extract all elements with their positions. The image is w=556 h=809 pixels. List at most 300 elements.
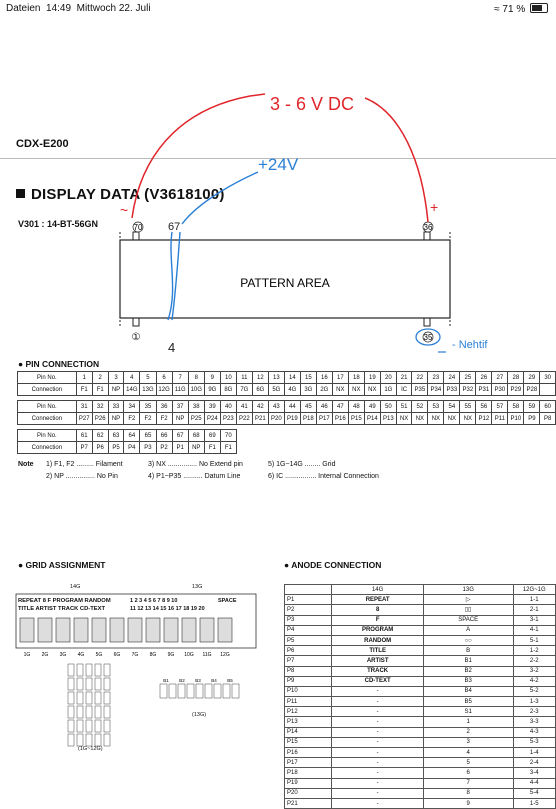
table-cell: P32 [460, 384, 476, 396]
table-cell: 62 [92, 430, 108, 442]
table-cell: P8 [540, 413, 556, 425]
table-row [285, 666, 556, 676]
table-cell: 55 [460, 401, 476, 413]
table-cell: 59 [524, 401, 540, 413]
13g-digit-cell [178, 684, 185, 698]
table-cell: NX [460, 413, 476, 425]
table-cell: 7 [172, 372, 188, 384]
table-cell: 36 [156, 401, 172, 413]
table-cell: 7G [236, 384, 252, 396]
table-cell: 7 [423, 778, 513, 788]
digit-cell [110, 618, 124, 642]
segment-column-cell [77, 664, 83, 676]
segment-column-cell [86, 678, 92, 690]
table-cell: NP [172, 413, 188, 425]
table-cell: 63 [108, 430, 124, 442]
back-app-label[interactable]: Dateien [6, 3, 41, 14]
table-cell: 4-3 [513, 727, 555, 737]
blue-24v-label: +24V [258, 155, 299, 174]
table-cell: A [423, 625, 513, 635]
anode-connection-table [284, 584, 556, 809]
table-row [285, 717, 556, 727]
column-header: 12G~1G [513, 585, 555, 595]
grid-label-14g: 14G [70, 584, 81, 590]
table-cell: P18 [300, 413, 316, 425]
grid-index-label: 11G [202, 652, 212, 658]
table-cell: B [423, 646, 513, 656]
red-minus-label: ~ [120, 202, 129, 218]
pattern-area-label: PATTERN AREA [240, 276, 330, 290]
pin-label-70: 70 [133, 223, 143, 232]
13g-digit-cell [205, 684, 212, 698]
table-cell: 5-3 [513, 737, 555, 747]
table-cell: P22 [236, 413, 252, 425]
table-cell: P7 [285, 656, 332, 666]
table-cell: ○○ [423, 635, 513, 645]
table-row [18, 401, 556, 413]
table-cell: P34 [428, 384, 444, 396]
segment-column-cell [68, 706, 74, 718]
digit-cell [20, 618, 34, 642]
table-cell: 42 [252, 401, 268, 413]
segment-column-cell [95, 692, 101, 704]
table-row [18, 430, 556, 442]
pin-label-35: 35 [423, 333, 433, 342]
segment-column-cell [77, 720, 83, 732]
table-cell: 5-4 [513, 788, 555, 798]
table-header-row [285, 585, 556, 595]
pin-tab-35 [424, 318, 430, 326]
grid-assignment-title: GRID ASSIGNMENT [25, 560, 106, 570]
anode-connection-title: ANODE CONNECTION [291, 560, 382, 570]
table-cell: 3-2 [513, 666, 555, 676]
table-cell: 3 [108, 372, 124, 384]
table-cell: P19 [285, 778, 332, 788]
table-cell: 1 [76, 372, 92, 384]
note-6: 6) IC ................ Internal Connection [268, 473, 379, 480]
table-cell: NX [444, 413, 460, 425]
table-cell: 56 [476, 401, 492, 413]
table-cell: TITLE [332, 646, 423, 656]
table-cell: 47 [332, 401, 348, 413]
table-cell: P13 [285, 717, 332, 727]
table-cell: 8 [332, 605, 423, 615]
table-cell: P29 [508, 384, 524, 396]
table-row [285, 768, 556, 778]
table-cell: 38 [188, 401, 204, 413]
table-cell: P6 [285, 646, 332, 656]
segment-column-cell [86, 720, 92, 732]
pin-label-36: 36 [423, 223, 433, 232]
table-cell: 10 [220, 372, 236, 384]
table-cell: F2 [156, 413, 172, 425]
table-cell: P23 [220, 413, 236, 425]
table-cell: - [332, 727, 423, 737]
grid-row1-text: REPEAT 8 F PROGRAM RANDOM [18, 598, 111, 604]
table-row [285, 595, 556, 605]
wifi-icon: ≈ [494, 4, 500, 15]
table-cell: 67 [172, 430, 188, 442]
table-cell: - [332, 758, 423, 768]
table-cell: - [332, 788, 423, 798]
table-cell: P9 [524, 413, 540, 425]
table-cell: REPEAT [332, 595, 423, 605]
table-cell: ARTIST [332, 656, 423, 666]
table-cell: 57 [492, 401, 508, 413]
grid-space-label: SPACE [218, 598, 237, 604]
table-cell: P1 [285, 595, 332, 605]
battery-percent: 71 % [502, 4, 526, 15]
table-cell: 22 [412, 372, 428, 384]
digit-cell [218, 618, 232, 642]
grid-index-label: 2G [41, 652, 49, 658]
table-cell: SPACE [423, 615, 513, 625]
grid-caption-1g-12g: (1G~12G) [78, 746, 103, 752]
table-row [18, 372, 556, 384]
table-cell [540, 384, 556, 396]
table-cell: 9 [423, 798, 513, 808]
table-cell: 2 [92, 372, 108, 384]
table-cell: NX [332, 384, 348, 396]
segment-column-cell [104, 706, 110, 718]
grid-index-label: 5G [95, 652, 103, 658]
row-header: Connection [18, 442, 77, 454]
table-cell: 8 [188, 372, 204, 384]
table-cell: 3G [300, 384, 316, 396]
row-header: Connection [18, 384, 77, 396]
segment-column-cell [68, 678, 74, 690]
table-cell: - [332, 737, 423, 747]
table-cell: P27 [76, 413, 92, 425]
table-cell: P4 [124, 442, 140, 454]
segment-column-cell [95, 678, 101, 690]
digit-cell [92, 618, 106, 642]
table-cell: 1 [423, 717, 513, 727]
grid-index-label: 4G [77, 652, 85, 658]
note-1: 1) F1, F2 ......... Filament [46, 461, 123, 468]
13g-digit-cell [196, 684, 203, 698]
table-cell: 1G [380, 384, 396, 396]
grid-index-label: 10G [184, 652, 194, 658]
table-cell: 6G [252, 384, 268, 396]
annotation-4-label: 4 [168, 340, 176, 355]
table-cell: P2 [285, 605, 332, 615]
table-cell: 3-3 [513, 717, 555, 727]
digit-cell [38, 618, 52, 642]
table-cell: TRACK [332, 666, 423, 676]
row-header: Pin No. [18, 430, 77, 442]
segment-column-cell [68, 692, 74, 704]
table-cell: - [332, 686, 423, 696]
table-cell: P15 [348, 413, 364, 425]
table-cell: NX [428, 413, 444, 425]
table-cell: P17 [316, 413, 332, 425]
segment-column-cell [86, 734, 92, 746]
table-cell: 5G [268, 384, 284, 396]
table-cell: P18 [285, 768, 332, 778]
table-cell: 12 [252, 372, 268, 384]
b-label: B2 [179, 678, 185, 683]
pin-label-1: ① [131, 332, 141, 343]
grid-row2-text: TITLE ARTIST TRACK CD-TEXT [18, 606, 106, 612]
table-cell: P17 [285, 758, 332, 768]
table-row [285, 656, 556, 666]
status-date: Mittwoch 22. Juli [76, 3, 151, 14]
table-cell: 53 [428, 401, 444, 413]
b-label: B5 [227, 678, 233, 683]
table-cell: 2 [423, 727, 513, 737]
table-row [18, 442, 556, 454]
grid-label-13g: 13G [192, 584, 203, 590]
segment-column-cell [77, 706, 83, 718]
table-cell: B4 [423, 686, 513, 696]
table-cell: 8 [423, 788, 513, 798]
table-cell: 51 [396, 401, 412, 413]
table-cell: 5-2 [513, 686, 555, 696]
table-cell: NX [348, 384, 364, 396]
table-cell: 24 [444, 372, 460, 384]
table-cell: 2G [316, 384, 332, 396]
table-cell: PROGRAM [332, 625, 423, 635]
table-cell: 1-5 [513, 798, 555, 808]
table-cell: 34 [124, 401, 140, 413]
digit-cell [74, 618, 88, 642]
table-cell: P35 [412, 384, 428, 396]
segment-column-cell [68, 720, 74, 732]
status-right [494, 3, 548, 15]
table-cell: 16 [316, 372, 332, 384]
table-cell: P11 [285, 697, 332, 707]
table-cell: NX [412, 413, 428, 425]
table-cell: 2-4 [513, 758, 555, 768]
b-label: B3 [195, 678, 201, 683]
table-cell: 60 [540, 401, 556, 413]
segment-column-cell [68, 664, 74, 676]
display-diagram [0, 70, 556, 370]
table-cell: P25 [188, 413, 204, 425]
page-title-text: DISPLAY DATA (V3618100) [31, 186, 225, 203]
digit-cell [200, 618, 214, 642]
table-cell: P5 [108, 442, 124, 454]
table-cell: P10 [508, 413, 524, 425]
table-cell: NP [108, 384, 124, 396]
table-cell: P14 [285, 727, 332, 737]
table-cell: 11 [236, 372, 252, 384]
digit-cell [146, 618, 160, 642]
table-row [18, 413, 556, 425]
table-cell: 3-1 [513, 615, 555, 625]
table-cell: 66 [156, 430, 172, 442]
table-row [18, 384, 556, 396]
digit-cell [128, 618, 142, 642]
table-cell: F2 [140, 413, 156, 425]
table-cell: 29 [524, 372, 540, 384]
table-row [285, 676, 556, 686]
table-row [285, 625, 556, 635]
table-cell: 6 [156, 372, 172, 384]
table-cell: 9 [204, 372, 220, 384]
segment-column-cell [86, 706, 92, 718]
table-cell: NX [364, 384, 380, 396]
grid-caption-13g: (13G) [192, 712, 207, 718]
table-cell: 27 [492, 372, 508, 384]
table-cell: P1 [172, 442, 188, 454]
grid-numbers-row2: 11 12 13 14 15 16 17 18 19 20 [130, 606, 205, 612]
table-cell: 58 [508, 401, 524, 413]
table-cell: P26 [92, 413, 108, 425]
table-cell: S1 [423, 707, 513, 717]
digit-cell [164, 618, 178, 642]
table-cell: P12 [285, 707, 332, 717]
table-cell: - [332, 748, 423, 758]
table-cell: 39 [204, 401, 220, 413]
table-cell: 44 [284, 401, 300, 413]
table-row [285, 697, 556, 707]
table-cell: 64 [124, 430, 140, 442]
segment-column-cell [95, 734, 101, 746]
table-row [285, 615, 556, 625]
note-3: 3) NX ............... No Extend pin [148, 461, 243, 468]
grid-index-label: 7G [131, 652, 139, 658]
segment-column-cell [104, 720, 110, 732]
row-header: Connection [18, 413, 77, 425]
table-cell: - [332, 768, 423, 778]
table-cell: P21 [252, 413, 268, 425]
table-cell: - [332, 798, 423, 808]
annotation-67-label: 67 [168, 221, 181, 233]
table-cell: 2-2 [513, 656, 555, 666]
table-cell: P19 [284, 413, 300, 425]
table-cell: 4-1 [513, 625, 555, 635]
table-cell: 3-4 [513, 768, 555, 778]
table-cell: 50 [380, 401, 396, 413]
pin-tab-36 [424, 232, 430, 240]
table-cell: 54 [444, 401, 460, 413]
table-cell: 52 [412, 401, 428, 413]
anode-connection-heading: ● ANODE CONNECTION [284, 560, 382, 570]
battery-icon [530, 3, 548, 13]
column-header [285, 585, 332, 595]
red-voltage-label: 3 - 6 V DC [270, 94, 355, 114]
segment-column-cell [77, 678, 83, 690]
table-cell: 4G [284, 384, 300, 396]
table-cell: 30 [540, 372, 556, 384]
table-cell: ▷ [423, 595, 513, 605]
grid-index-label: 8G [149, 652, 157, 658]
table-cell: 18 [348, 372, 364, 384]
table-cell: 13 [268, 372, 284, 384]
table-cell: - [332, 707, 423, 717]
table-cell: F1 [204, 442, 220, 454]
table-cell: P10 [285, 686, 332, 696]
table-row [285, 758, 556, 768]
table-cell: P16 [332, 413, 348, 425]
table-cell: 15 [300, 372, 316, 384]
b-label: B4 [211, 678, 217, 683]
grid-index-label: 3G [59, 652, 67, 658]
table-cell: 28 [508, 372, 524, 384]
table-row [285, 788, 556, 798]
table-cell: B5 [423, 697, 513, 707]
b-label: B1 [163, 678, 169, 683]
segment-column-cell [95, 664, 101, 676]
status-time: 14:49 [46, 3, 72, 14]
table-cell: 23 [428, 372, 444, 384]
table-cell: P8 [285, 666, 332, 676]
table-cell: - [332, 697, 423, 707]
segment-column-cell [68, 734, 74, 746]
table-row [285, 727, 556, 737]
table-cell: 13G [140, 384, 156, 396]
segment-column-cell [104, 692, 110, 704]
table-cell: 14G [124, 384, 140, 396]
table-cell: 10G [188, 384, 204, 396]
status-app-time [6, 3, 151, 14]
table-cell: 37 [172, 401, 188, 413]
row-header: Pin No. [18, 372, 77, 384]
segment-column-cell [86, 664, 92, 676]
table-cell: 19 [364, 372, 380, 384]
table-cell: P31 [476, 384, 492, 396]
table-cell: 43 [268, 401, 284, 413]
table-cell: 65 [140, 430, 156, 442]
table-cell: P14 [364, 413, 380, 425]
table-cell: 4 [124, 372, 140, 384]
row-header: Pin No. [18, 401, 77, 413]
table-cell: 70 [220, 430, 236, 442]
table-cell: F1 [92, 384, 108, 396]
red-plus-label: + [430, 199, 439, 215]
table-cell: 31 [76, 401, 92, 413]
pin-connection-title: PIN CONNECTION [25, 359, 100, 369]
table-cell: 17 [332, 372, 348, 384]
segment-column-cell [77, 734, 83, 746]
model-label: CDX-E200 [16, 138, 69, 150]
table-cell: F2 [124, 413, 140, 425]
segment-column-cell [104, 734, 110, 746]
table-cell: F1 [76, 384, 92, 396]
column-header: 14G [332, 585, 423, 595]
tube-label: V301 : 14-BT-56GN [18, 219, 99, 229]
table-cell: 25 [460, 372, 476, 384]
grid-diagram [14, 592, 264, 762]
grid-index-label: 9G [167, 652, 175, 658]
note-2: 2) NP ............... No Pin [46, 473, 118, 480]
table-cell: 26 [476, 372, 492, 384]
segment-column-cell [104, 664, 110, 676]
table-cell: 5 [140, 372, 156, 384]
table-cell: 69 [204, 430, 220, 442]
table-cell: 5-1 [513, 635, 555, 645]
13g-digit-cell [169, 684, 176, 698]
digit-cell [56, 618, 70, 642]
table-cell: P20 [285, 788, 332, 798]
table-row [285, 646, 556, 656]
table-cell: 32 [92, 401, 108, 413]
table-cell: 5 [423, 758, 513, 768]
table-cell: NP [108, 413, 124, 425]
table-cell: 68 [188, 430, 204, 442]
table-cell: 4 [423, 748, 513, 758]
segment-column-cell [104, 678, 110, 690]
table-cell: 48 [348, 401, 364, 413]
grid-index-label: 1G [23, 652, 31, 658]
table-cell: 20 [380, 372, 396, 384]
table-cell: - [332, 717, 423, 727]
blue-wire-annotation [168, 172, 258, 320]
table-cell: B2 [423, 666, 513, 676]
column-header: 13G [423, 585, 513, 595]
